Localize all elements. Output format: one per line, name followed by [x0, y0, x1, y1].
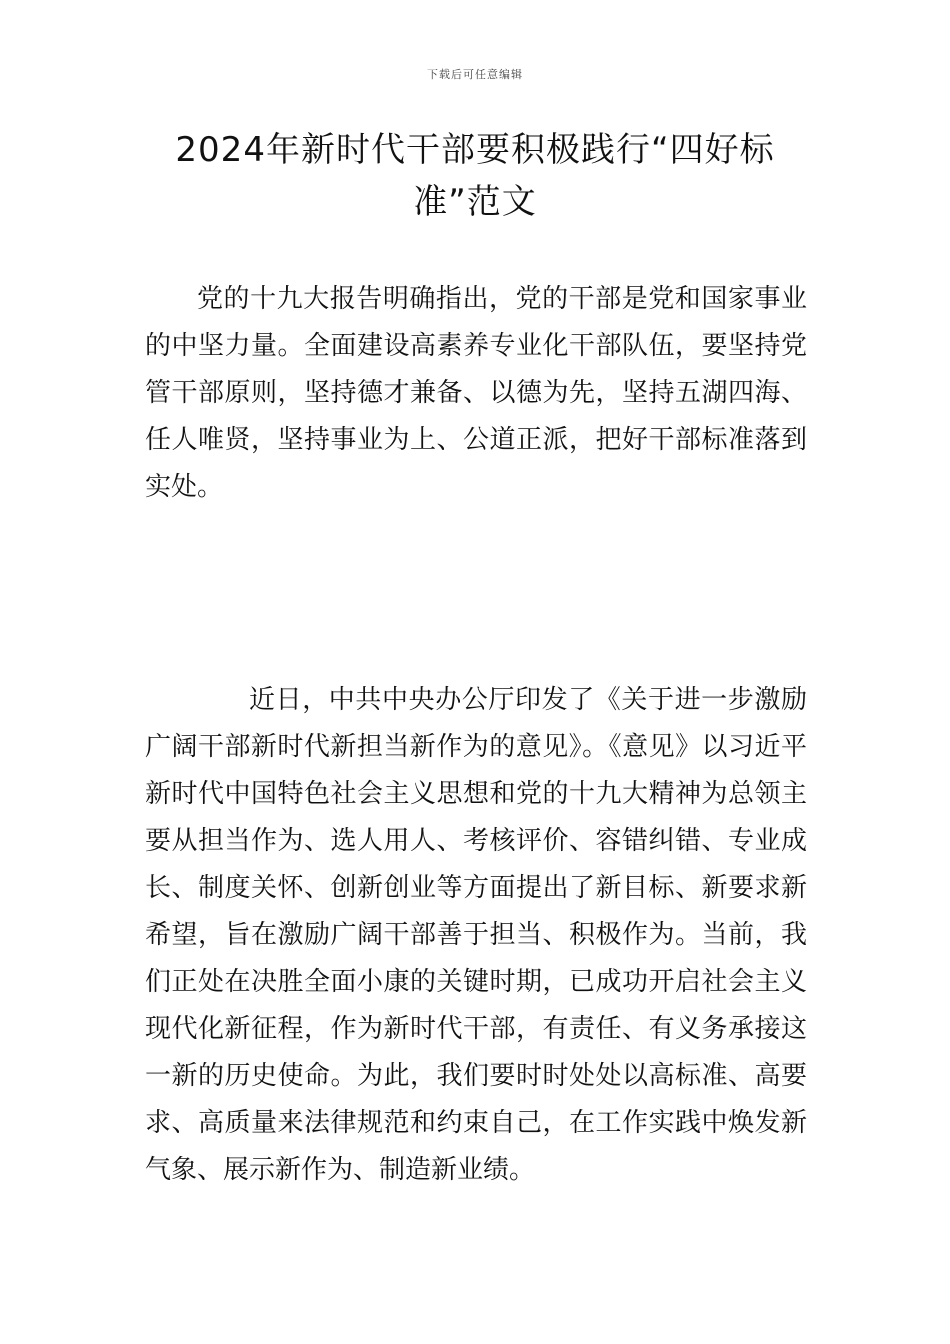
document-title: 2024年新时代干部要积极践行“四好标准”范文 — [175, 130, 775, 222]
paragraph-1: 党的十九大报告明确指出，党的干部是党和国家事业的中坚力量。全面建设高素养专业化干部队伍，要坚持党管干部原则，坚持德才兼备、以德为先，坚持五湖四海、任人唯贤，坚持事业为上、公道正派，把好干部标准落到实处。 — [145, 284, 807, 502]
header-note: 下载后可任意编辑 — [427, 68, 523, 81]
paragraph-2: 近日，中共中央办公厅印发了《关于进一步激励广阔干部新时代新担当新作为的意见》。《意见》以习近平新时代中国特色社会主义思想和党的十九大精神为总领主要从担当作为、选人用人、考核评价、容错纠错、专业成长、制度关怀、创新创业等方面提出了新目标、新要求新希望，旨在激励广阔干部善于担当、积极作为。当前，我们正处在决胜全面小康的关键时期，已成功开启社会主义现代化新征程，作为新时代干部，有责任、有义务承接这一新的历史使命。为此，我们要时时处处以高标准、高要求、高质量来法律规范和约束自己，在工作实践中焕发新气象、展示新作为、制造新业绩。 — [145, 685, 807, 1185]
